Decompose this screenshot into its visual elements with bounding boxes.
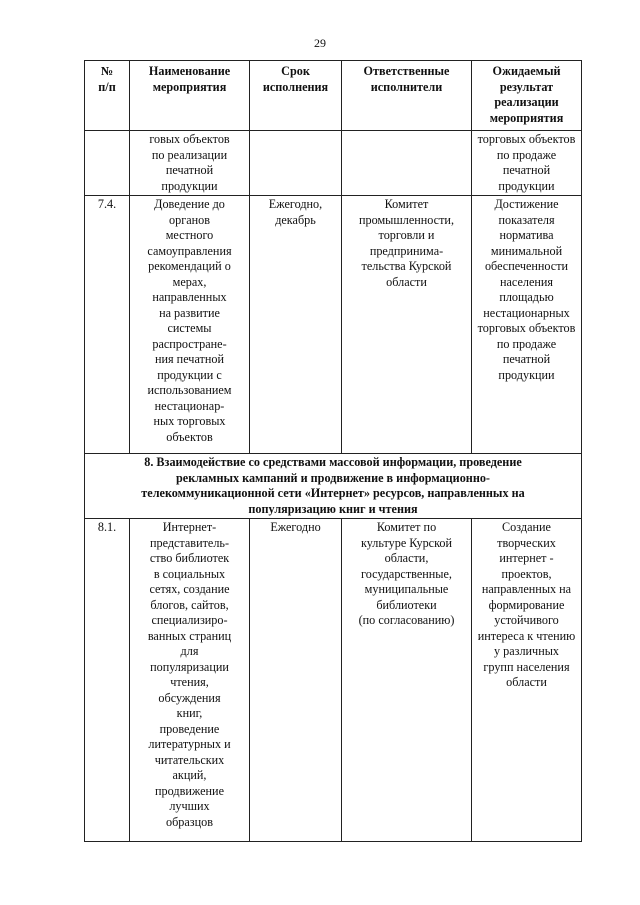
table-row-8-1 <box>85 519 582 842</box>
text-line: групп населения <box>483 659 570 674</box>
text-line: торговых объектов <box>477 321 576 335</box>
text-line: результат <box>499 79 554 94</box>
text-line: предпринима- <box>369 243 444 258</box>
text-line: Наименование <box>148 64 231 78</box>
table-row-7-4 <box>85 196 582 454</box>
text-line: направленных <box>152 290 227 304</box>
text-line: органов <box>169 212 210 227</box>
text-line: культуре Курской <box>360 535 453 550</box>
text-line: тельства Курской <box>361 259 452 273</box>
text-line: 8. Взаимодействие со средствами массовой информации, проведение <box>144 455 522 469</box>
text-line: проектов, <box>501 566 552 581</box>
text-line: норматива <box>499 228 554 242</box>
header-number <box>85 61 130 131</box>
text-line: для <box>180 644 199 658</box>
text-line: Ежегодно <box>270 520 321 534</box>
text-line: населения <box>499 274 554 289</box>
text-line: интереса к чтению <box>477 628 576 643</box>
text-line: мерах, <box>172 274 207 289</box>
header-activity-name <box>130 61 250 131</box>
cell-responsible <box>342 131 472 196</box>
text-line: представитель- <box>149 535 230 550</box>
text-line: обеспеченности <box>484 259 569 273</box>
page-number: 29 <box>314 36 326 50</box>
cell-responsible <box>342 196 472 454</box>
text-line: показателя <box>498 212 555 227</box>
header-expected-result <box>472 61 582 131</box>
text-line: системы <box>167 321 212 335</box>
text-line: реализации <box>494 95 559 109</box>
text-line: Ожидаемый <box>492 64 561 78</box>
cell-deadline <box>250 131 342 196</box>
text-line: ных торговых <box>153 414 226 428</box>
text-line: рекламных кампаний и продвижение в информационно- <box>176 470 490 485</box>
text-line: 8.1. <box>97 520 117 534</box>
text-line: исполнения <box>262 79 329 94</box>
text-line: местного <box>165 228 214 242</box>
text-line: ванных страниц <box>147 628 232 643</box>
text-line: рекомендаций о <box>148 259 231 273</box>
text-line: блогов, сайтов, <box>150 597 229 612</box>
text-line: Создание <box>502 520 551 534</box>
text-line: по продаже <box>496 336 557 351</box>
cell-expected-result <box>472 196 582 454</box>
text-line: области <box>506 675 547 689</box>
text-line: мероприятия <box>152 79 227 94</box>
text-line: промышленности, <box>358 212 454 227</box>
text-line: объектов <box>166 429 213 444</box>
text-line: (по согласованию) <box>358 613 455 627</box>
action-plan-table <box>84 60 582 842</box>
text-line: распростране- <box>152 336 227 351</box>
text-line: Доведение до <box>154 197 225 211</box>
text-line: специализиро- <box>151 613 228 627</box>
text-line: на развитие <box>159 305 220 320</box>
text-line: площадью <box>499 290 554 304</box>
text-line: проведение <box>159 721 220 736</box>
text-line: Ежегодно, <box>268 197 323 211</box>
text-line: области <box>386 274 427 289</box>
text-line: Интернет- <box>162 520 217 534</box>
header-responsible <box>342 61 472 131</box>
text-line: популяризацию книг и чтения <box>248 501 418 516</box>
text-line: печатной <box>165 163 214 177</box>
text-line: п/п <box>98 79 116 94</box>
text-line: нестационар- <box>154 398 225 413</box>
cell-number <box>85 519 130 842</box>
text-line: печатной <box>502 163 551 177</box>
text-line: Комитет <box>384 197 429 211</box>
text-line: по реализации <box>151 147 228 162</box>
text-line: ство библиотек <box>149 551 230 565</box>
text-line: продукции <box>498 178 555 193</box>
text-line: говых объектов <box>149 132 230 146</box>
cell-number <box>85 196 130 454</box>
cell-expected-result <box>472 131 582 196</box>
text-line: читательских <box>154 752 225 767</box>
header-deadline <box>250 61 342 131</box>
text-line: продукции <box>161 178 218 193</box>
text-line: обсуждения <box>158 690 221 705</box>
text-line: продвижение <box>155 783 224 798</box>
text-line: торговли и <box>378 228 435 242</box>
text-line: лучших <box>169 799 210 813</box>
section-8-title <box>85 454 582 519</box>
text-line: творческих <box>497 535 556 550</box>
text-line: самоуправления <box>147 243 232 258</box>
text-line: устойчивого <box>494 613 559 627</box>
text-line: минимальной <box>490 243 563 258</box>
text-line: акций, <box>172 768 207 782</box>
text-line: в социальных <box>153 566 226 581</box>
text-line: государственные, <box>361 566 452 581</box>
text-line: 7.4. <box>97 197 117 211</box>
cell-expected-result <box>472 519 582 842</box>
text-line: нестационарных <box>483 305 570 320</box>
section-8-header-row <box>85 454 582 519</box>
cell-number <box>85 131 130 196</box>
text-line: печатной <box>502 352 551 366</box>
cell-activity-name <box>130 519 250 842</box>
text-line: Ответственные <box>363 64 450 78</box>
cell-deadline <box>250 519 342 842</box>
text-line: у различных <box>494 644 559 658</box>
text-line: чтения, <box>170 675 209 689</box>
text-line: Достижение <box>494 197 559 211</box>
text-line: продукции с <box>157 367 222 382</box>
text-line: продукции <box>498 367 555 382</box>
text-line: направленных на <box>481 582 572 596</box>
text-line: популяризации <box>150 659 229 674</box>
cell-activity-name <box>130 196 250 454</box>
text-line: телекоммуникационной сети «Интернет» ресурсов, направленных на <box>141 486 525 500</box>
text-line: Срок <box>281 64 310 78</box>
text-line: интернет - <box>499 551 554 565</box>
text-line: сетях, создание <box>149 582 230 596</box>
text-line: декабрь <box>275 212 316 227</box>
cell-activity-name <box>130 131 250 196</box>
text-line: ния печатной <box>154 352 224 366</box>
table-header-row <box>85 61 582 131</box>
text-line: № <box>100 64 114 78</box>
text-line: Комитет по <box>376 520 437 534</box>
text-line: книг, <box>176 706 203 720</box>
text-line: литературных и <box>148 737 231 751</box>
text-line: образцов <box>166 814 213 829</box>
text-line: области, <box>384 551 429 565</box>
text-line: библиотеки <box>376 597 437 612</box>
text-line: муниципальные <box>364 582 449 596</box>
cell-responsible <box>342 519 472 842</box>
table-row-continued <box>85 131 582 196</box>
cell-deadline <box>250 196 342 454</box>
text-line: мероприятия <box>489 110 564 125</box>
text-line: использованием <box>147 383 232 397</box>
text-line: торговых объектов <box>477 132 576 146</box>
text-line: формирование <box>488 597 565 612</box>
text-line: по продаже <box>496 147 557 162</box>
text-line: исполнители <box>370 79 443 94</box>
